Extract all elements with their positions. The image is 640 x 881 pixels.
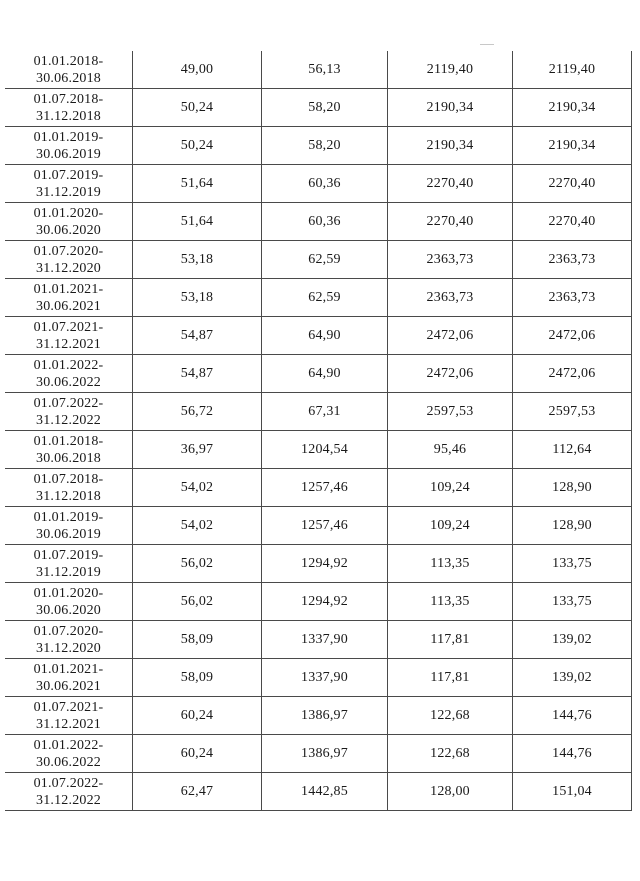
period-start: 01.01.2018- [33,433,104,449]
period-start: 01.07.2021- [33,699,104,715]
period-start: 01.01.2018- [33,53,104,69]
period-end: 30.06.2020 [36,222,101,238]
period-start: 01.01.2020- [33,205,104,221]
value-cell: 1294,92 [262,583,388,621]
value-cell: 117,81 [388,621,513,659]
value-cell: 128,00 [388,773,513,811]
value-cell: 1257,46 [262,469,388,507]
period-start: 01.07.2020- [33,243,104,259]
table-row [5,697,632,735]
period-start: 01.01.2021- [33,661,104,677]
table-row [5,507,632,545]
period-end: 30.06.2022 [36,374,101,390]
table-row [5,659,632,697]
period-end: 30.06.2019 [36,526,101,542]
period-cell [5,241,133,279]
table-row [5,621,632,659]
period-end: 30.06.2021 [36,678,101,694]
value-cell: 1386,97 [262,697,388,735]
value-cell: 2190,34 [513,127,632,165]
value-cell: 1442,85 [262,773,388,811]
value-cell: 112,64 [513,431,632,469]
value-cell: 2190,34 [388,127,513,165]
value-cell: 2270,40 [513,165,632,203]
value-cell: 139,02 [513,659,632,697]
value-cell: 128,90 [513,507,632,545]
scan-mark [480,44,494,45]
tariff-table [5,51,632,811]
period-end: 31.12.2018 [36,108,101,124]
value-cell: 109,24 [388,469,513,507]
period-start: 01.07.2018- [33,471,104,487]
period-cell [5,659,133,697]
value-cell: 122,68 [388,697,513,735]
value-cell: 133,75 [513,583,632,621]
value-cell: 53,18 [133,279,262,317]
value-cell: 2270,40 [388,203,513,241]
table-row [5,317,632,355]
table-row [5,241,632,279]
period-end: 31.12.2019 [36,184,101,200]
value-cell: 53,18 [133,241,262,279]
value-cell: 62,47 [133,773,262,811]
period-cell [5,735,133,773]
table-row [5,203,632,241]
value-cell: 144,76 [513,735,632,773]
value-cell: 1294,92 [262,545,388,583]
value-cell: 1204,54 [262,431,388,469]
period-end: 31.12.2020 [36,260,101,276]
value-cell: 64,90 [262,317,388,355]
period-cell [5,393,133,431]
period-start: 01.07.2022- [33,775,104,791]
value-cell: 58,09 [133,621,262,659]
value-cell: 58,20 [262,127,388,165]
value-cell: 2190,34 [513,89,632,127]
value-cell: 51,64 [133,165,262,203]
value-cell: 133,75 [513,545,632,583]
value-cell: 50,24 [133,89,262,127]
period-end: 31.12.2021 [36,716,101,732]
period-end: 30.06.2022 [36,754,101,770]
value-cell: 54,87 [133,355,262,393]
value-cell: 109,24 [388,507,513,545]
value-cell: 50,24 [133,127,262,165]
value-cell: 56,72 [133,393,262,431]
period-cell [5,507,133,545]
period-end: 30.06.2018 [36,450,101,466]
period-cell [5,469,133,507]
value-cell: 117,81 [388,659,513,697]
period-start: 01.07.2019- [33,167,104,183]
value-cell: 2472,06 [513,317,632,355]
value-cell: 113,35 [388,583,513,621]
value-cell: 2472,06 [388,355,513,393]
value-cell: 2190,34 [388,89,513,127]
period-cell [5,583,133,621]
value-cell: 62,59 [262,241,388,279]
period-cell [5,165,133,203]
table-row [5,431,632,469]
value-cell: 56,02 [133,583,262,621]
value-cell: 122,68 [388,735,513,773]
table-row [5,469,632,507]
period-start: 01.07.2022- [33,395,104,411]
period-cell [5,545,133,583]
value-cell: 2270,40 [388,165,513,203]
table-row [5,165,632,203]
period-end: 31.12.2022 [36,412,101,428]
value-cell: 2597,53 [388,393,513,431]
period-end: 31.12.2018 [36,488,101,504]
period-cell [5,279,133,317]
table-row [5,279,632,317]
value-cell: 128,90 [513,469,632,507]
value-cell: 2270,40 [513,203,632,241]
period-start: 01.01.2020- [33,585,104,601]
period-start: 01.07.2021- [33,319,104,335]
value-cell: 1337,90 [262,621,388,659]
value-cell: 2472,06 [388,317,513,355]
value-cell: 58,20 [262,89,388,127]
period-end: 31.12.2020 [36,640,101,656]
period-start: 01.07.2019- [33,547,104,563]
value-cell: 60,36 [262,165,388,203]
value-cell: 60,36 [262,203,388,241]
value-cell: 49,00 [133,51,262,89]
value-cell: 2363,73 [388,279,513,317]
value-cell: 1257,46 [262,507,388,545]
value-cell: 2119,40 [388,51,513,89]
table-row [5,51,632,89]
table-row [5,545,632,583]
period-cell [5,697,133,735]
value-cell: 2363,73 [513,279,632,317]
period-end: 31.12.2021 [36,336,101,352]
table-row [5,355,632,393]
period-end: 30.06.2018 [36,70,101,86]
value-cell: 2363,73 [388,241,513,279]
value-cell: 54,02 [133,469,262,507]
table-row [5,89,632,127]
value-cell: 95,46 [388,431,513,469]
value-cell: 2472,06 [513,355,632,393]
period-cell [5,317,133,355]
period-cell [5,355,133,393]
period-cell [5,89,133,127]
value-cell: 54,87 [133,317,262,355]
value-cell: 2119,40 [513,51,632,89]
period-end: 30.06.2019 [36,146,101,162]
period-start: 01.07.2018- [33,91,104,107]
value-cell: 60,24 [133,735,262,773]
period-start: 01.07.2020- [33,623,104,639]
value-cell: 144,76 [513,697,632,735]
period-end: 30.06.2021 [36,298,101,314]
value-cell: 1337,90 [262,659,388,697]
period-cell [5,431,133,469]
value-cell: 36,97 [133,431,262,469]
value-cell: 58,09 [133,659,262,697]
value-cell: 139,02 [513,621,632,659]
table-row [5,735,632,773]
period-cell [5,773,133,811]
table-body [5,51,632,811]
period-start: 01.01.2022- [33,357,104,373]
value-cell: 2597,53 [513,393,632,431]
period-start: 01.01.2022- [33,737,104,753]
value-cell: 54,02 [133,507,262,545]
period-cell [5,621,133,659]
period-cell [5,127,133,165]
period-start: 01.01.2019- [33,129,104,145]
value-cell: 67,31 [262,393,388,431]
value-cell: 2363,73 [513,241,632,279]
value-cell: 151,04 [513,773,632,811]
period-start: 01.01.2019- [33,509,104,525]
period-end: 30.06.2020 [36,602,101,618]
value-cell: 113,35 [388,545,513,583]
period-cell [5,51,133,89]
table-row [5,773,632,811]
period-start: 01.01.2021- [33,281,104,297]
value-cell: 51,64 [133,203,262,241]
value-cell: 60,24 [133,697,262,735]
period-cell [5,203,133,241]
table-row [5,127,632,165]
value-cell: 1386,97 [262,735,388,773]
value-cell: 62,59 [262,279,388,317]
table-row [5,583,632,621]
period-end: 31.12.2022 [36,792,101,808]
value-cell: 56,02 [133,545,262,583]
period-end: 31.12.2019 [36,564,101,580]
value-cell: 56,13 [262,51,388,89]
value-cell: 64,90 [262,355,388,393]
table-row [5,393,632,431]
